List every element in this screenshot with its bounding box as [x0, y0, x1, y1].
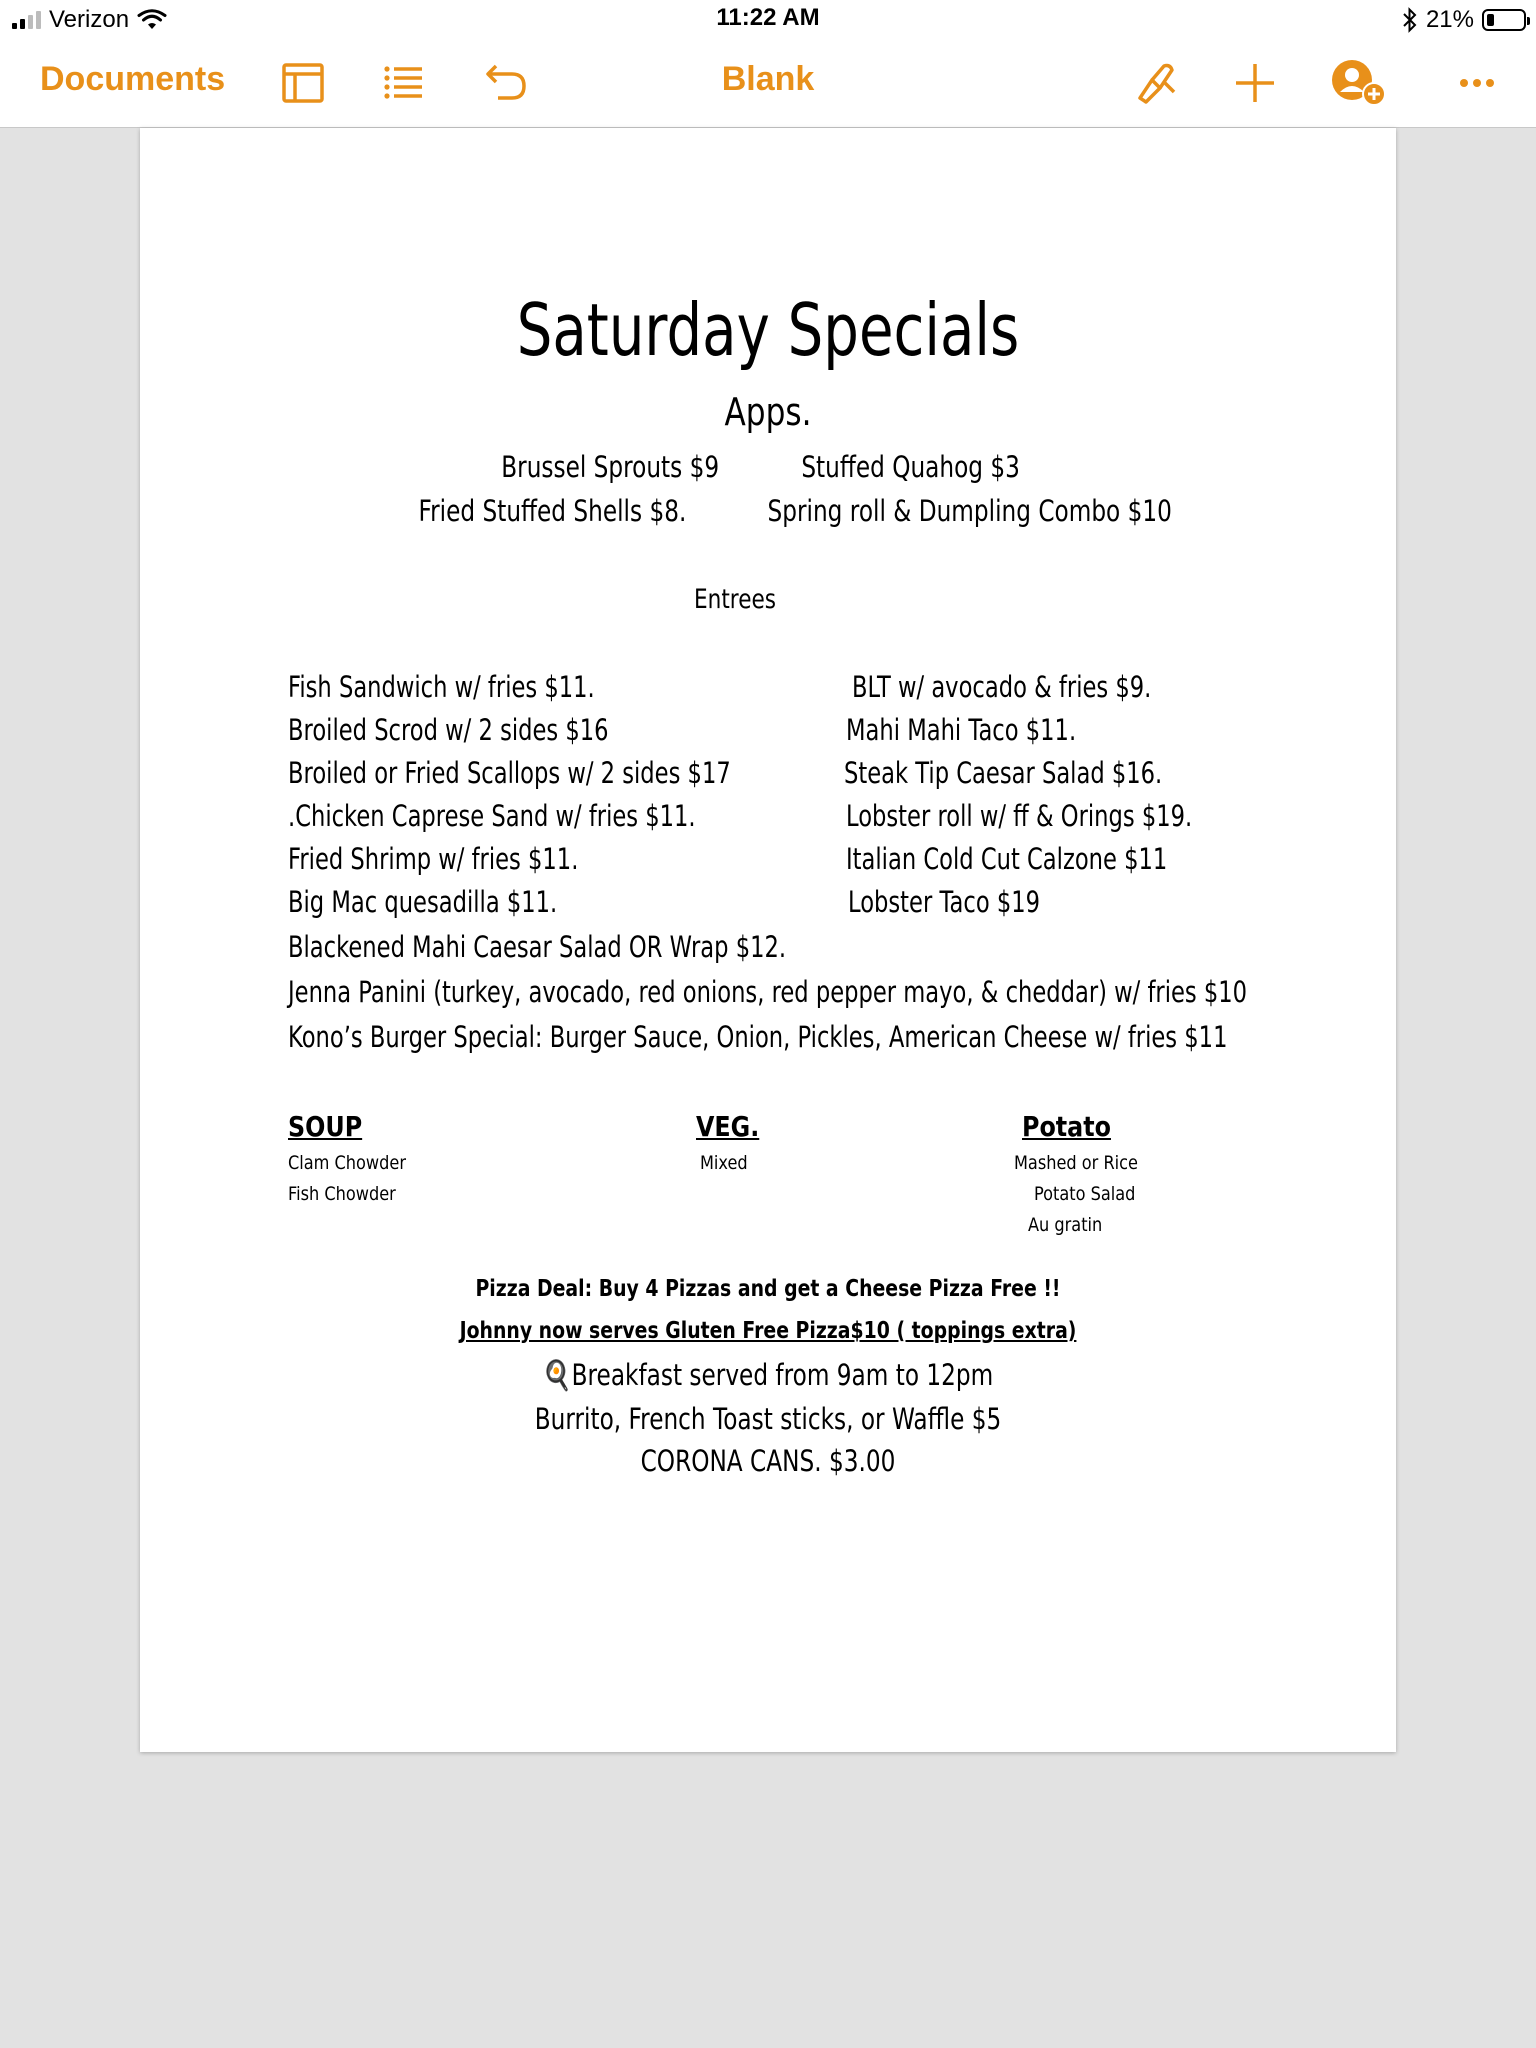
entree-item: Broiled or Fried Scallops w/ 2 sides $17: [288, 756, 731, 790]
entree-item: BLT w/ avocado & fries $9.: [852, 670, 1152, 704]
app-item: Spring roll & Dumpling Combo $10: [767, 494, 1172, 528]
app-item: Stuffed Quahog $3: [801, 450, 1020, 484]
list-icon[interactable]: [378, 58, 428, 108]
document-title: Blank: [721, 60, 815, 98]
status-right: [1402, 4, 1526, 36]
status-bar: [0, 0, 1536, 40]
format-brush-icon[interactable]: [1130, 58, 1180, 108]
entrees-heading: Entrees: [694, 584, 777, 615]
entree-item: Kono’s Burger Special: Burger Sauce, Onion, Pickles, American Cheese w/ fries $11: [288, 1020, 1228, 1054]
carrier-label: Verizon: [49, 6, 130, 33]
toolbar: [0, 40, 1536, 128]
entree-item: Jenna Panini (turkey, avocado, red onions, red pepper mayo, & cheddar) w/ fries $10: [288, 975, 1248, 1009]
entree-item: .Chicken Caprese Sand w/ fries $11.: [288, 799, 696, 833]
entree-item: Blackened Mahi Caesar Salad OR Wrap $12.: [288, 930, 787, 964]
veg-heading: VEG.: [696, 1110, 760, 1143]
breakfast-items: Burrito, French Toast sticks, or Waffle $5: [534, 1402, 1002, 1436]
menu-title: Saturday Specials: [516, 288, 1020, 372]
battery-percent: 21%: [1425, 6, 1474, 33]
potato-item: Au gratin: [1028, 1214, 1103, 1236]
entree-item: Big Mac quesadilla $11.: [288, 885, 558, 919]
soup-item: Clam Chowder: [288, 1152, 406, 1174]
more-icon[interactable]: [1452, 58, 1502, 108]
entree-item: Mahi Mahi Taco $11.: [846, 713, 1077, 747]
potato-item: Potato Salad: [1034, 1183, 1136, 1205]
breakfast-line: 🍳Breakfast served from 9am to 12pm: [542, 1358, 994, 1392]
soup-item: Fish Chowder: [288, 1183, 396, 1205]
documents-button[interactable]: Documents: [40, 60, 226, 98]
battery-icon: [1482, 9, 1526, 31]
app-item: Brussel Sprouts $9: [501, 450, 720, 484]
bluetooth-icon: [1402, 7, 1418, 33]
undo-icon[interactable]: [482, 58, 532, 108]
sidebar-icon[interactable]: [278, 58, 328, 108]
entree-item: Italian Cold Cut Calzone $11: [846, 842, 1168, 876]
entree-item: Fish Sandwich w/ fries $11.: [288, 670, 595, 704]
add-icon[interactable]: [1230, 58, 1280, 108]
soup-heading: SOUP: [288, 1110, 363, 1143]
app-item: Fried Stuffed Shells $8.: [418, 494, 687, 528]
status-time: 11:22 AM: [716, 4, 820, 31]
entree-item: Broiled Scrod w/ 2 sides $16: [288, 713, 609, 747]
gluten-free-note: Johnny now serves Gluten Free Pizza$10 ( toppings extra): [459, 1318, 1077, 1344]
entree-item: Lobster Taco $19: [848, 885, 1041, 919]
potato-heading: Potato: [1022, 1110, 1111, 1143]
entree-item: Fried Shrimp w/ fries $11.: [288, 842, 579, 876]
potato-item: Mashed or Rice: [1014, 1152, 1138, 1174]
pizza-deal: Pizza Deal: Buy 4 Pizzas and get a Cheese Pizza Free !!: [475, 1276, 1061, 1302]
corona-special: CORONA CANS. $3.00: [640, 1444, 896, 1478]
entree-item: Steak Tip Caesar Salad $16.: [844, 756, 1163, 790]
veg-item: Mixed: [700, 1152, 748, 1174]
collaborate-icon[interactable]: [1330, 58, 1390, 108]
apps-heading: Apps.: [724, 390, 812, 434]
entree-item: Lobster roll w/ ff & Orings $19.: [846, 799, 1193, 833]
document-page[interactable]: [140, 128, 1396, 1752]
frying-pan-icon: 🍳: [542, 1358, 572, 1392]
